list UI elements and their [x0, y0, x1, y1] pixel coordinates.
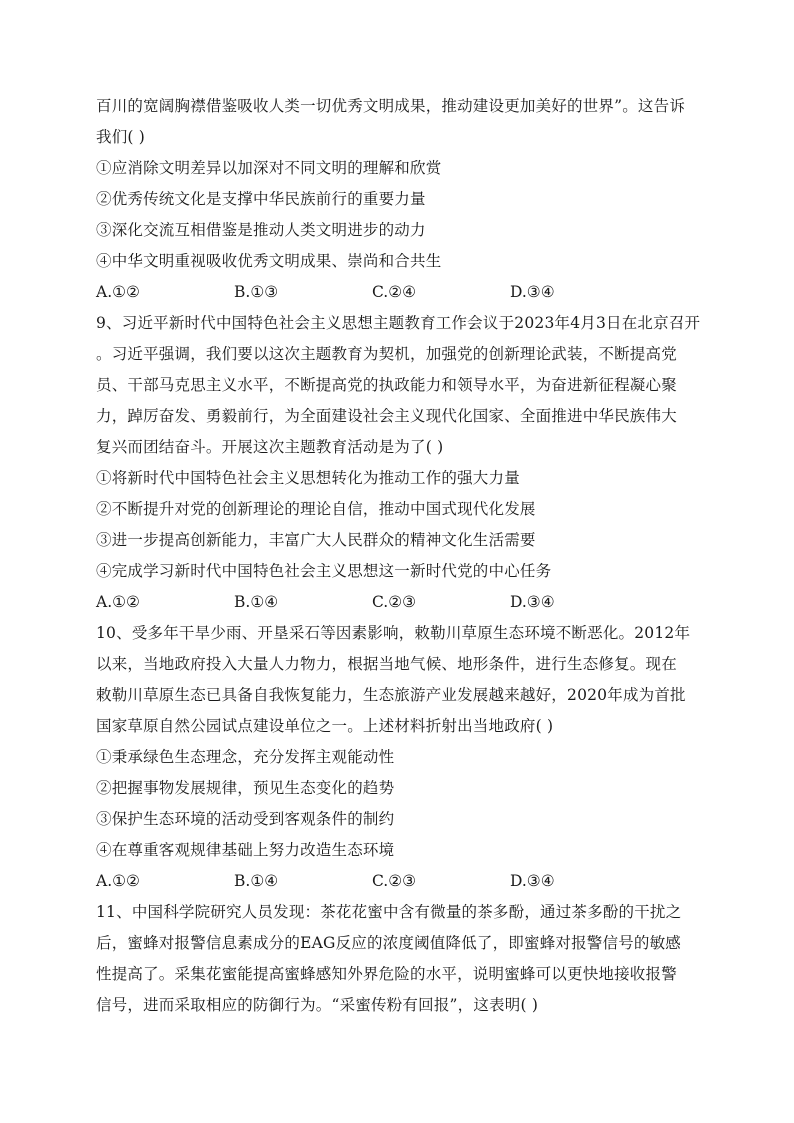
question-9-statement-2: ②不断提升对党的创新理论的理论自信，推动中国式现代化发展	[96, 500, 536, 518]
question-10-stem-line: 10、受多年干旱少雨、开垦采石等因素影响，敕勒川草原生态环境不断恶化。2012年	[96, 624, 691, 642]
option-c[interactable]: C.②③	[372, 593, 417, 611]
question-9-statement-1: ①将新时代中国特色社会主义思想转化为推动工作的强大力量	[96, 469, 520, 487]
option-d[interactable]: D.③④	[510, 593, 555, 611]
question-8-stem-line: 百川的宽阔胸襟借鉴吸收人类一切优秀文明成果，推动建设更加美好的世界”。这告诉	[96, 97, 686, 115]
question-8-statement-2: ②优秀传统文化是支撑中华民族前行的重要力量	[96, 190, 426, 208]
question-8-statement-3: ③深化交流互相借鉴是推动人类文明进步的动力	[96, 221, 426, 239]
question-8	[96, 91, 700, 308]
exam-page	[96, 91, 700, 1021]
option-b[interactable]: B.①④	[234, 872, 279, 890]
option-d[interactable]: D.③④	[510, 283, 555, 301]
question-11-stem-line: 后，蜜蜂对报警信息素成分的EAG反应的浓度阈值降低了，即蜜蜂对报警信号的敏感	[96, 934, 681, 952]
question-11-stem-line: 信号，进而采取相应的防御行为。“采蜜传粉有回报”，这表明( )	[96, 996, 539, 1014]
option-a[interactable]: A.①②	[96, 872, 140, 890]
question-9-stem-line: 员、干部马克思主义水平，不断提高党的执政能力和领导水平，为奋进新征程凝心聚	[96, 376, 677, 394]
question-11-stem-line: 性提高了。采集花蜜能提高蜜蜂感知外界危险的水平，说明蜜蜂可以更快地接收报警	[96, 965, 677, 983]
question-10-stem-line: 敕勒川草原生态已具备自我恢复能力，生态旅游产业发展越来越好，2020年成为首批	[96, 686, 686, 704]
question-9-options	[96, 587, 700, 618]
option-c[interactable]: C.②③	[372, 872, 417, 890]
question-10-options	[96, 866, 700, 897]
question-8-options	[96, 277, 700, 308]
question-8-statement-1: ①应消除文明差异以加深对不同文明的理解和欣赏	[96, 159, 442, 177]
question-9-stem-line: 复兴而团结奋斗。开展这次主题教育活动是为了( )	[96, 438, 444, 456]
question-8-stem-line: 我们( )	[96, 128, 146, 146]
question-10-stem-line: 以来，当地政府投入大量人力物力，根据当地气候、地形条件，进行生态修复。现在	[96, 655, 677, 673]
option-b[interactable]: B.①③	[234, 283, 279, 301]
option-a[interactable]: A.①②	[96, 593, 140, 611]
question-10-stem-line: 国家草原自然公园试点建设单位之一。上述材料折射出当地政府( )	[96, 717, 554, 735]
question-9-statement-4: ④完成学习新时代中国特色社会主义思想这一新时代党的中心任务	[96, 562, 552, 580]
question-11-stem-line: 11、中国科学院研究人员发现：茶花花蜜中含有微量的茶多酚，通过茶多酚的干扰之	[96, 903, 682, 921]
question-10-statement-4: ④在尊重客观规律基础上努力改造生态环境	[96, 841, 395, 859]
question-9-stem-line: 力，踔厉奋发、勇毅前行，为全面建设社会主义现代化国家、全面推进中华民族伟大	[96, 407, 677, 425]
question-10-statement-2: ②把握事物发展规律，预见生态变化的趋势	[96, 779, 395, 797]
question-9-stem-line: 9、习近平新时代中国特色社会主义思想主题教育工作会议于2023年4月3日在北京召开	[96, 314, 701, 332]
option-a[interactable]: A.①②	[96, 283, 140, 301]
question-9	[96, 308, 700, 618]
question-10-statement-3: ③保护生态环境的活动受到客观条件的制约	[96, 810, 395, 828]
question-10-statement-1: ①秉承绿色生态理念，充分发挥主观能动性	[96, 748, 395, 766]
question-11	[96, 897, 700, 1021]
option-c[interactable]: C.②④	[372, 283, 417, 301]
question-10	[96, 618, 700, 897]
question-9-statement-3: ③进一步提高创新能力，丰富广大人民群众的精神文化生活需要	[96, 531, 536, 549]
option-d[interactable]: D.③④	[510, 872, 555, 890]
question-9-stem-line: 。习近平强调，我们要以这次主题教育为契机，加强党的创新理论武装，不断提高党	[96, 345, 677, 363]
option-b[interactable]: B.①④	[234, 593, 279, 611]
question-8-statement-4: ④中华文明重视吸收优秀文明成果、崇尚和合共生	[96, 252, 442, 270]
